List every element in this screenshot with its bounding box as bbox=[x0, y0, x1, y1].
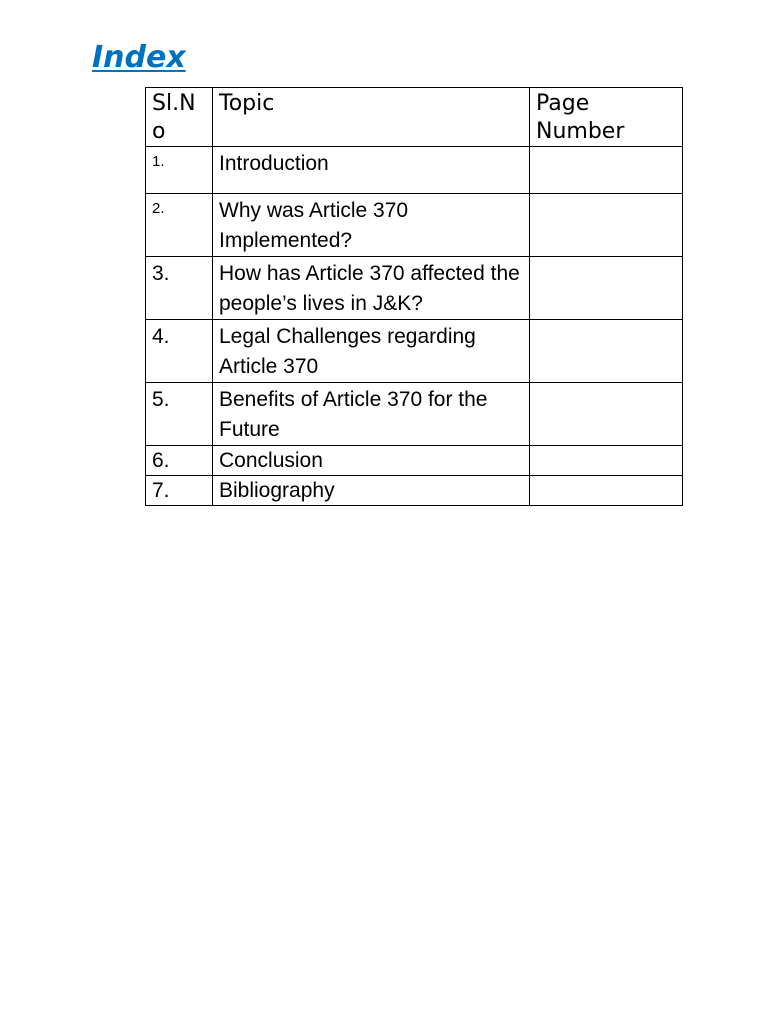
table-header-row bbox=[146, 88, 683, 147]
row-page-number bbox=[530, 147, 683, 194]
table-row bbox=[146, 383, 683, 446]
table-row bbox=[146, 194, 683, 257]
row-page-number bbox=[530, 194, 683, 257]
row-serial-number: 2. bbox=[146, 194, 213, 257]
row-topic: Introduction bbox=[213, 147, 530, 194]
table-row bbox=[146, 257, 683, 320]
row-serial-number: 5. bbox=[146, 383, 213, 446]
row-page-number bbox=[530, 257, 683, 320]
row-page-number bbox=[530, 476, 683, 506]
page-title: Index bbox=[92, 40, 186, 75]
table-row bbox=[146, 446, 683, 476]
row-serial-number: 6. bbox=[146, 446, 213, 476]
row-topic: How has Article 370 affected the people’s lives in J&K? bbox=[213, 257, 530, 320]
row-serial-number: 7. bbox=[146, 476, 213, 506]
header-topic: Topic bbox=[213, 88, 530, 147]
row-topic: Legal Challenges regarding Article 370 bbox=[213, 320, 530, 383]
table-row bbox=[146, 147, 683, 194]
table-row bbox=[146, 320, 683, 383]
row-serial-number: 4. bbox=[146, 320, 213, 383]
header-serial-number: Sl.No bbox=[146, 88, 213, 147]
row-page-number bbox=[530, 446, 683, 476]
header-page-number: Page Number bbox=[530, 88, 683, 147]
row-page-number bbox=[530, 320, 683, 383]
row-topic: Why was Article 370 Implemented? bbox=[213, 194, 530, 257]
row-page-number bbox=[530, 383, 683, 446]
index-table bbox=[145, 87, 683, 506]
row-topic: Conclusion bbox=[213, 446, 530, 476]
row-topic: Benefits of Article 370 for the Future bbox=[213, 383, 530, 446]
table-row bbox=[146, 476, 683, 506]
row-serial-number: 1. bbox=[146, 147, 213, 194]
row-topic: Bibliography bbox=[213, 476, 530, 506]
row-serial-number: 3. bbox=[146, 257, 213, 320]
